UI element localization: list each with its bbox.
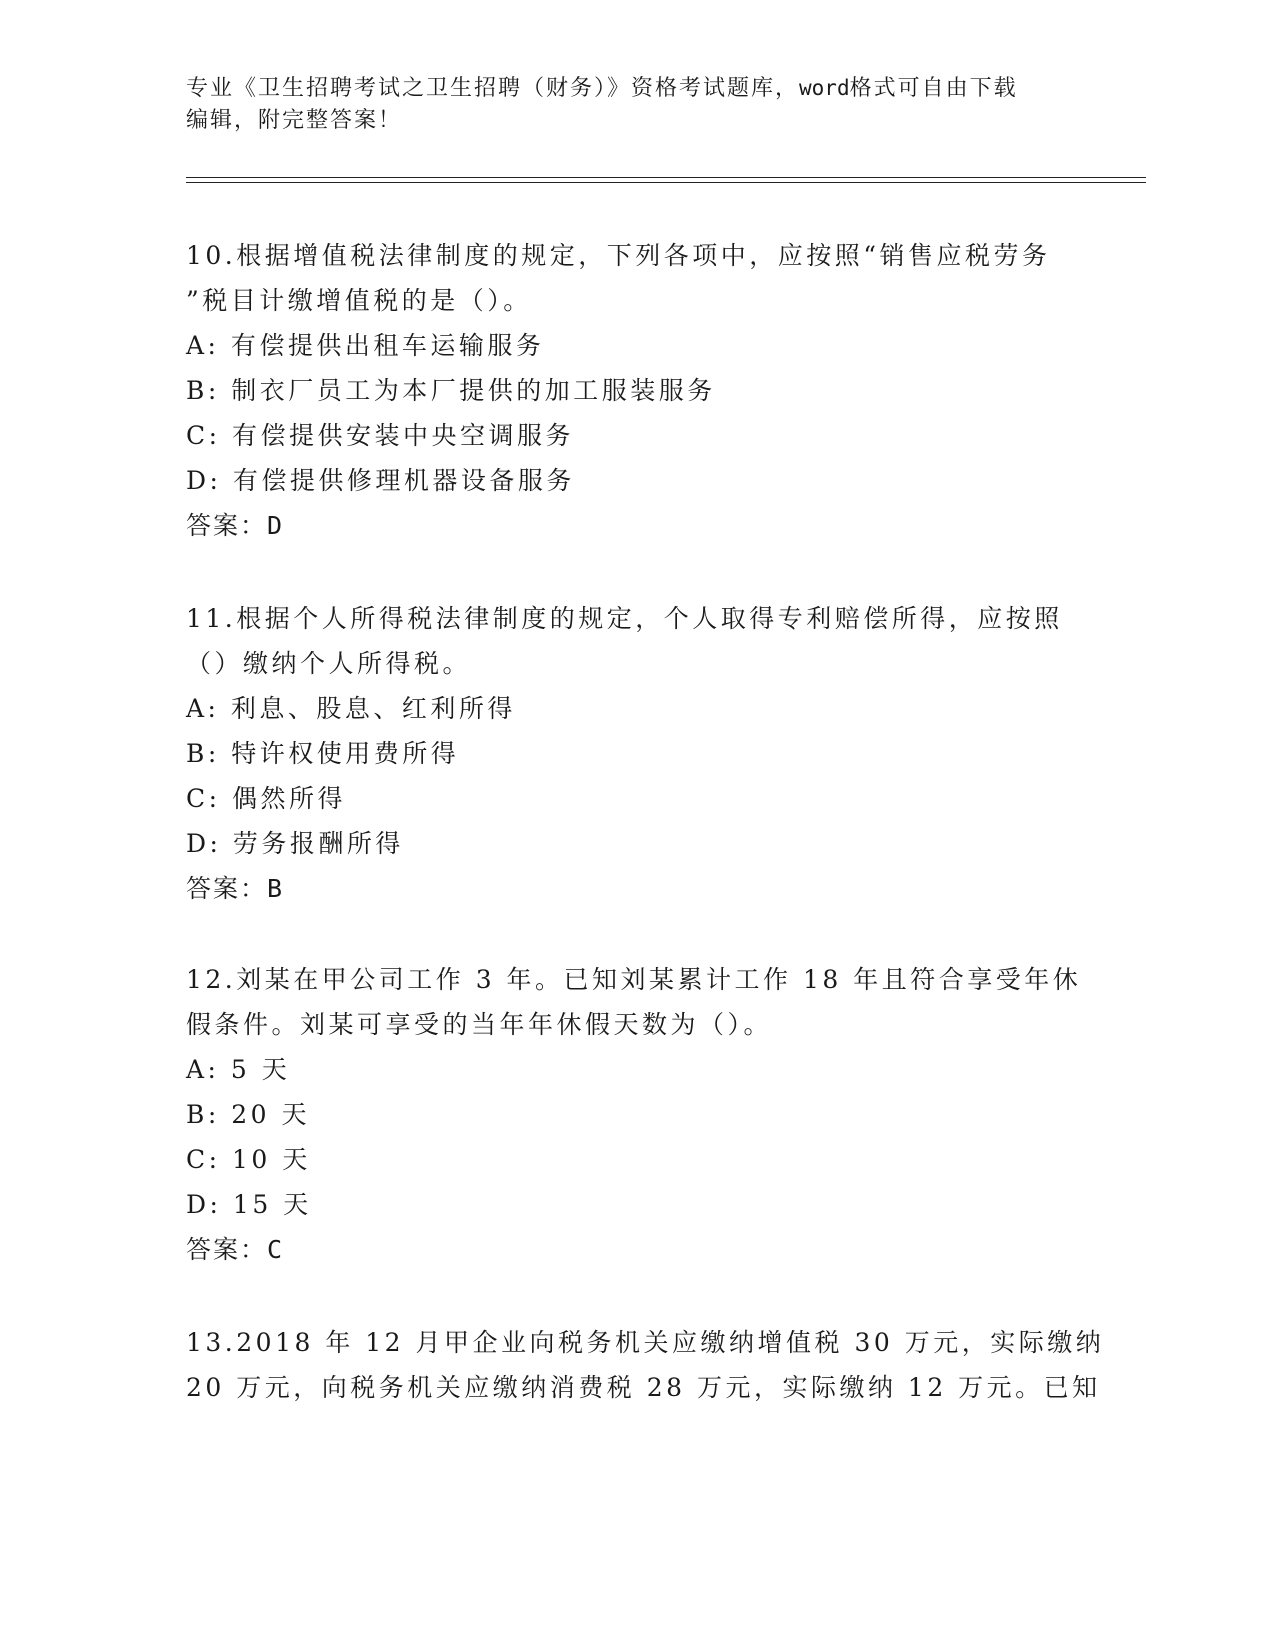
question-stem-line: 13.2018 年 12 月甲企业向税务机关应缴纳增值税 30 万元，实际缴纳: [186, 1328, 1105, 1357]
option-a: A: 利息、股息、红利所得: [186, 694, 516, 723]
option-c: C: 10 天: [186, 1145, 311, 1174]
answer-label: 答案：: [186, 511, 268, 540]
answer-value: D: [267, 511, 285, 540]
header-line-1: [186, 72, 1066, 105]
option-b: B: 20 天: [186, 1100, 310, 1129]
question-10: [186, 233, 1086, 548]
question-stem-line: 假条件。刘某可享受的当年年休假天数为（）。: [186, 1010, 773, 1039]
document-header: [186, 72, 1066, 137]
answer-line: [186, 1227, 1086, 1272]
question-stem-line: 12.刘某在甲公司工作 3 年。已知刘某累计工作 18 年且符合享受年休: [186, 965, 1082, 994]
option-d: D: 15 天: [186, 1190, 312, 1219]
option-a: A: 5 天: [186, 1055, 291, 1084]
option-b: B: 制衣厂员工为本厂提供的加工服装服务: [186, 376, 716, 405]
question-12: [186, 957, 1086, 1272]
question-stem-line: ”税目计缴增值税的是（）。: [186, 286, 532, 315]
option-b: B: 特许权使用费所得: [186, 739, 460, 768]
answer-line: [186, 866, 1086, 911]
header-divider-top: [186, 177, 1146, 178]
header-text-start: 专业《卫生招聘考试之卫生招聘（财务）》资格考试题库，: [186, 76, 800, 101]
header-divider-bottom: [186, 182, 1146, 183]
answer-label: 答案：: [186, 874, 268, 903]
question-stem-line: 20 万元，向税务机关应缴纳消费税 28 万元，实际缴纳 12 万元。已知: [186, 1373, 1101, 1402]
answer-value: C: [267, 1235, 285, 1264]
option-d: D: 劳务报酬所得: [186, 829, 404, 858]
answer-line: [186, 503, 1086, 548]
option-a: A: 有偿提供出租车运输服务: [186, 331, 545, 360]
option-c: C: 有偿提供安装中央空调服务: [186, 421, 574, 450]
option-c: C: 偶然所得: [186, 784, 346, 813]
question-11: [186, 596, 1086, 911]
question-stem-line: （）缴纳个人所得税。: [186, 649, 472, 678]
answer-label: 答案：: [186, 1235, 268, 1264]
option-d: D: 有偿提供修理机器设备服务: [186, 466, 575, 495]
header-text-end: 格式可自由下载: [849, 76, 1018, 101]
header-text-word: word: [799, 76, 850, 100]
question-stem-line: 10.根据增值税法律制度的规定，下列各项中，应按照“销售应税劳务: [186, 241, 1051, 270]
header-line-2: 编辑，附完整答案！: [186, 108, 403, 133]
question-13: [186, 1320, 1105, 1410]
question-stem-line: 11.根据个人所得税法律制度的规定，个人取得专利赔偿所得，应按照: [186, 604, 1063, 633]
answer-value: B: [267, 874, 285, 903]
